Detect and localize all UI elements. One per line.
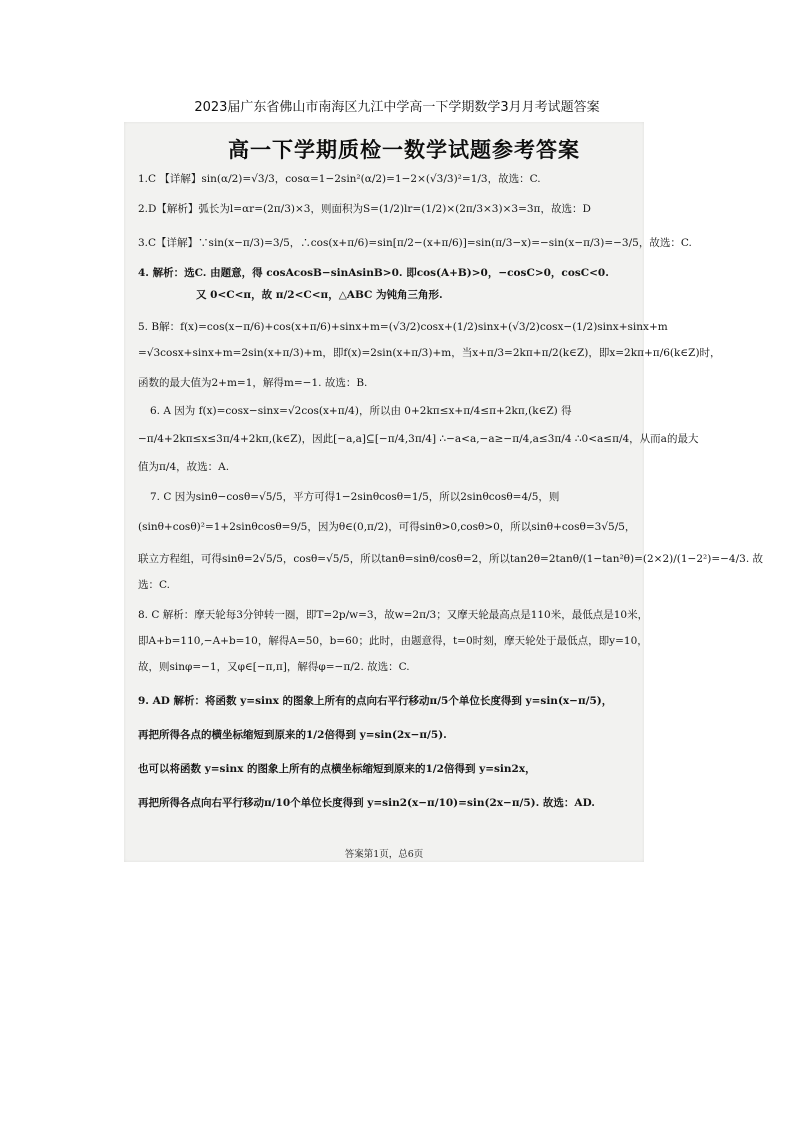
- answer-line: 4. 解析：选C. 由题意，得 cosAcosB−sinAsinB>0. 即cos(A+B)>0，−cosC>0，cosC<0.: [138, 267, 609, 279]
- answer-line: 联立方程组，可得sinθ=2√5/5，cosθ=√5/5，所以tanθ=sinθ/cosθ=2，所以tan2θ=2tanθ/(1−tan²θ)=(2×2)/(1−2²)=−4/3. 故: [138, 553, 764, 565]
- answer-line: 选：C.: [138, 579, 170, 591]
- answer-line: 2.D【解析】弧长为l=αr=(2π/3)×3，则面积为S=(1/2)lr=(1/2)×(2π/3×3)×3=3π，故选：D: [138, 203, 591, 215]
- answer-line: 即A+b=110,−A+b=10，解得A=50，b=60；此时，由题意得，t=0时刻，摩天轮处于最低点，即y=10，: [138, 635, 648, 647]
- answer-line: 1.C 【详解】sin(α/2)=√3/3，cosα=1−2sin²(α/2)=1−2×(√3/3)²=1/3，故选：C.: [138, 173, 541, 185]
- answer-line: (sinθ+cosθ)²=1+2sinθcosθ=9/5，因为θ∈(0,π/2)，可得sinθ>0,cosθ>0，所以sinθ+cosθ=3√5/5，: [138, 521, 636, 533]
- answer-line: 也可以将函数 y=sinx 的图象上所有的点横坐标缩短到原来的1/2倍得到 y=sin2x，: [138, 763, 536, 775]
- answer-line: 8. C 解析：摩天轮每3分钟转一圈，即T=2p/w=3，故w=2π/3；又摩天轮最高点是110米，最低点是10米，: [138, 609, 649, 621]
- answer-line: 6. A 因为 f(x)=cosx−sinx=√2cos(x+π/4)，所以由 0+2kπ≤x+π/4≤π+2kπ,(k∈Z) 得: [150, 405, 572, 417]
- answer-line: 函数的最大值为2+m=1，解得m=−1. 故选：B.: [138, 377, 368, 389]
- answer-line: 又 0<C<π，故 π/2<C<π，△ABC 为钝角三角形.: [196, 289, 443, 301]
- answer-line: 9. AD 解析：将函数 y=sinx 的图象上所有的点向右平行移动π/5个单位长度得到 y=sin(x−π/5)，: [138, 695, 613, 707]
- answer-line: 再把所得各点的横坐标缩短到原来的1/2倍得到 y=sin(2x−π/5).: [138, 729, 447, 741]
- answer-line: 再把所得各点向右平行移动π/10个单位长度得到 y=sin2(x−π/10)=sin(2x−π/5). 故选：AD.: [138, 797, 595, 809]
- document-header: 2023届广东省佛山市南海区九江中学高一下学期数学3月月考试题答案: [194, 100, 600, 115]
- answer-line: =√3cosx+sinx+m=2sin(x+π/3)+m，即f(x)=2sin(x+π/3)+m，当x+π/3=2kπ+π/2(k∈Z)，即x=2kπ+π/6(k∈Z)时，: [138, 347, 721, 359]
- answer-line: −π/4+2kπ≤x≤3π/4+2kπ,(k∈Z)，因此[−a,a]⊆[−π/4,3π/4] ∴−a<a,−a≥−π/4,a≤3π/4 ∴0<a≤π/4，从而a的最大: [138, 433, 699, 445]
- answer-line: 7. C 因为sinθ−cosθ=√5/5，平方可得1−2sinθcosθ=1/5，所以2sinθcosθ=4/5，则: [150, 491, 560, 503]
- answer-sheet-title: 高一下学期质检一数学试题参考答案: [228, 138, 580, 162]
- answer-line: 5. B解：f(x)=cos(x−π/6)+cos(x+π/6)+sinx+m=(√3/2)cosx+(1/2)sinx+(√3/2)cosx−(1/2)sinx+sinx+m: [138, 321, 668, 333]
- page-footer: 答案第1页，总6页: [344, 849, 424, 860]
- answer-line: 值为π/4，故选：A.: [138, 461, 230, 473]
- answer-line: 3.C【详解】∵sin(x−π/3)=3/5，∴cos(x+π/6)=sin[π/2−(x+π/6)]=sin(π/3−x)=−sin(x−π/3)=−3/5，故选：C.: [138, 237, 692, 249]
- answer-line: 故，则sinφ=−1，又φ∈[−π,π]，解得φ=−π/2. 故选：C.: [138, 661, 410, 673]
